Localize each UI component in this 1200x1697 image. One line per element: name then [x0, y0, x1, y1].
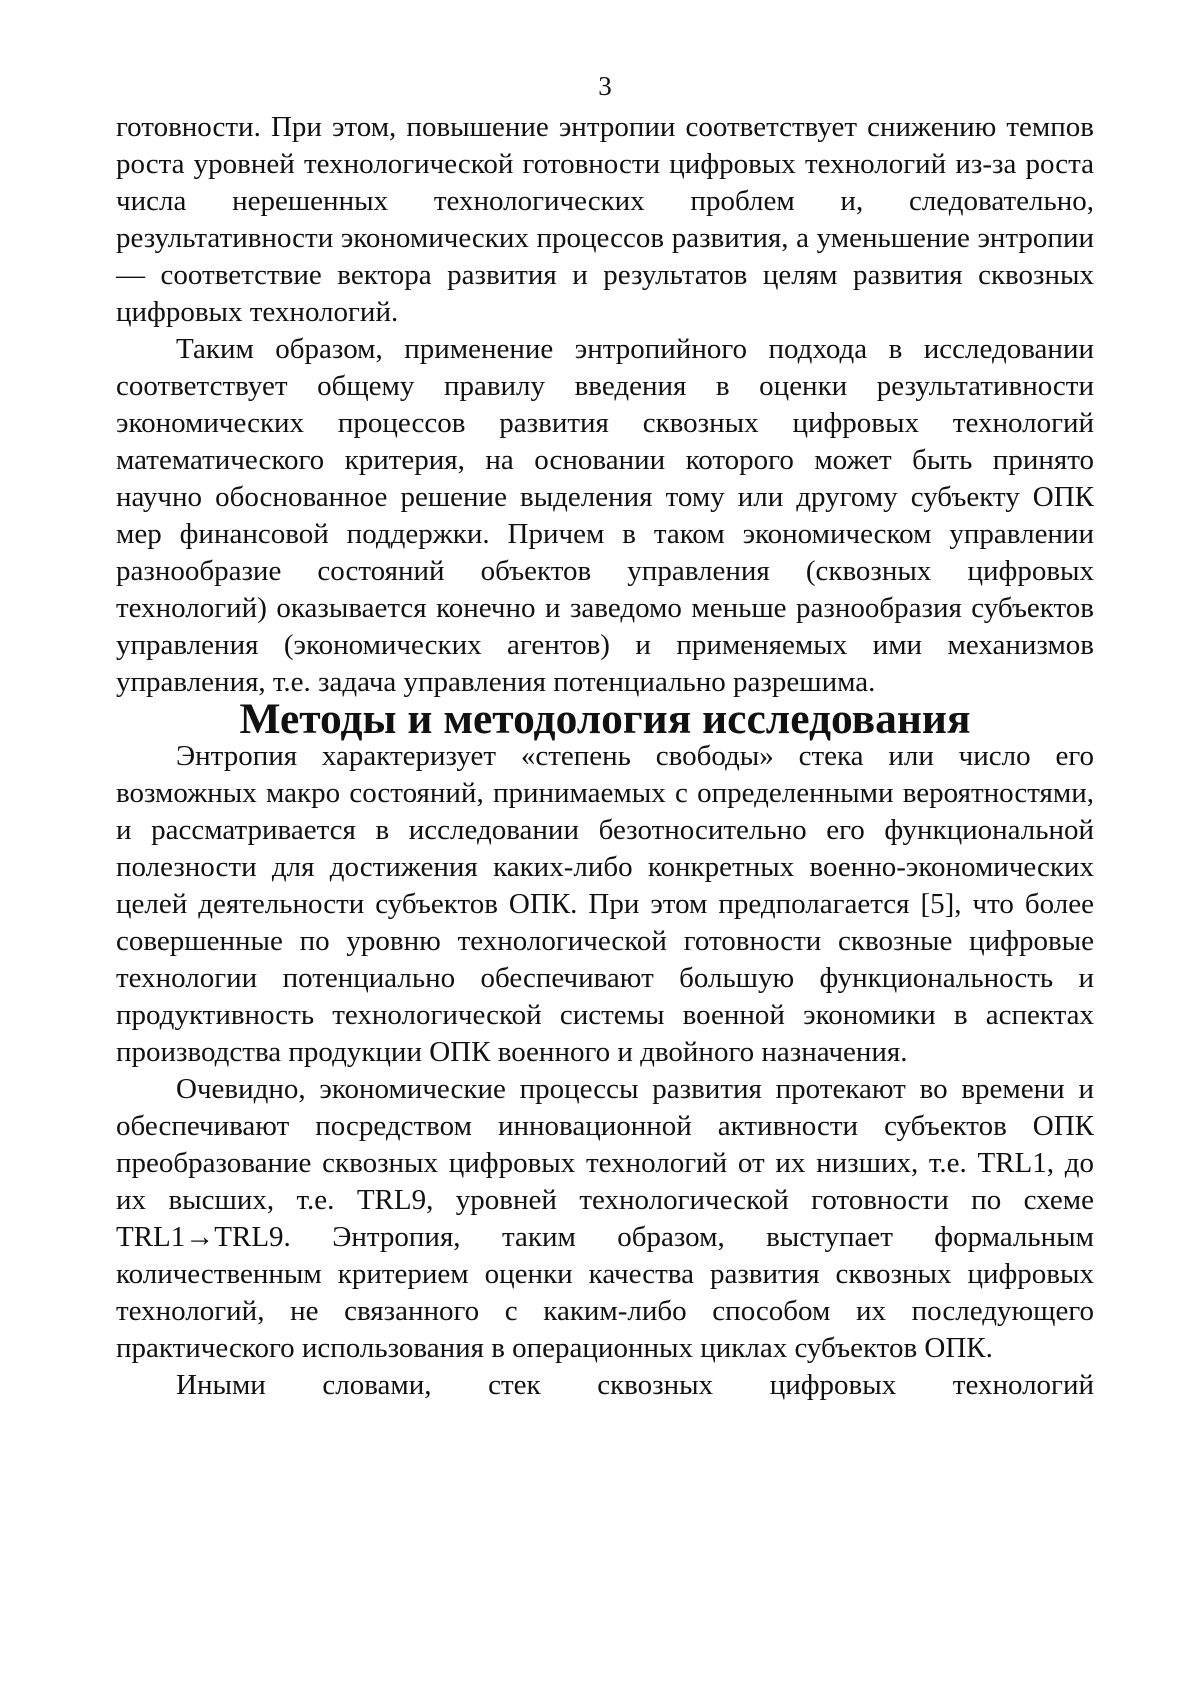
paragraph-3: Энтропия характеризует «степень свободы» стека или число его возможных макро состояний, принимаемых с определенными вероятностями, и рассматривается в исследовании безотносительно его функциональной полезности для достижения каких-либо конкретных военно-экономических целей деятельности субъектов ОПК. При этом предполагается [5], что более совершенные по уровню технологической готовности сквозные цифровые технологии потенциально обеспечивают большую функциональность и продуктивность технологической системы военной экономики в аспектах производства продукции ОПК военного и двойного назначения.	[116, 740, 1094, 1068]
paragraph-5: Иными словами, стек сквозных цифровых технологий	[176, 1369, 1094, 1401]
paragraph-1: готовности. При этом, повышение энтропии соответствует снижению темпов роста уровней технологической готовности цифровых технологий из-за роста числа нерешенных технологических проблем и, следовательно, результативности экономических процессов развития, а уменьшение энтропии — соответствие вектора развития и результатов целям развития сквозных цифровых технологий.	[116, 111, 1094, 328]
paragraph-2: Таким образом, применение энтропийного подхода в исследовании соответствует общему правилу введения в оценки результативности экономических процессов развития сквозных цифровых технологий математического критерия, на основании которого может быть принято научно обоснованное решение выделения тому или другому субъекту ОПК мер финансовой поддержки. Причем в таком экономическом управлении разнообразие состояний объектов управления (сквозных цифровых технологий) оказывается конечно и заведомо меньше разнообразия субъектов управления (экономических агентов) и применяемых ими механизмов управления, т.е. задача управления потенциально разрешима.	[116, 333, 1094, 698]
document-page	[116, 68, 1094, 1404]
page-number: 3	[598, 71, 612, 101]
paragraph-4: Очевидно, экономические процессы развития протекают во времени и обеспечивают посредством инновационной активности субъектов ОПК преобразование сквозных цифровых технологий от их низших, т.е. TRL1, до их высших, т.е. TRL9, уровней технологической готовности по схеме TRL1→TRL9. Энтропия, таким образом, выступает формальным количественным критерием оценки качества развития сквозных цифровых технологий, не связанного с каким-либо способом их последующего практического использования в операционных циклах субъектов ОПК.	[116, 1073, 1094, 1364]
section-heading: Методы и методология исследования	[239, 695, 971, 743]
